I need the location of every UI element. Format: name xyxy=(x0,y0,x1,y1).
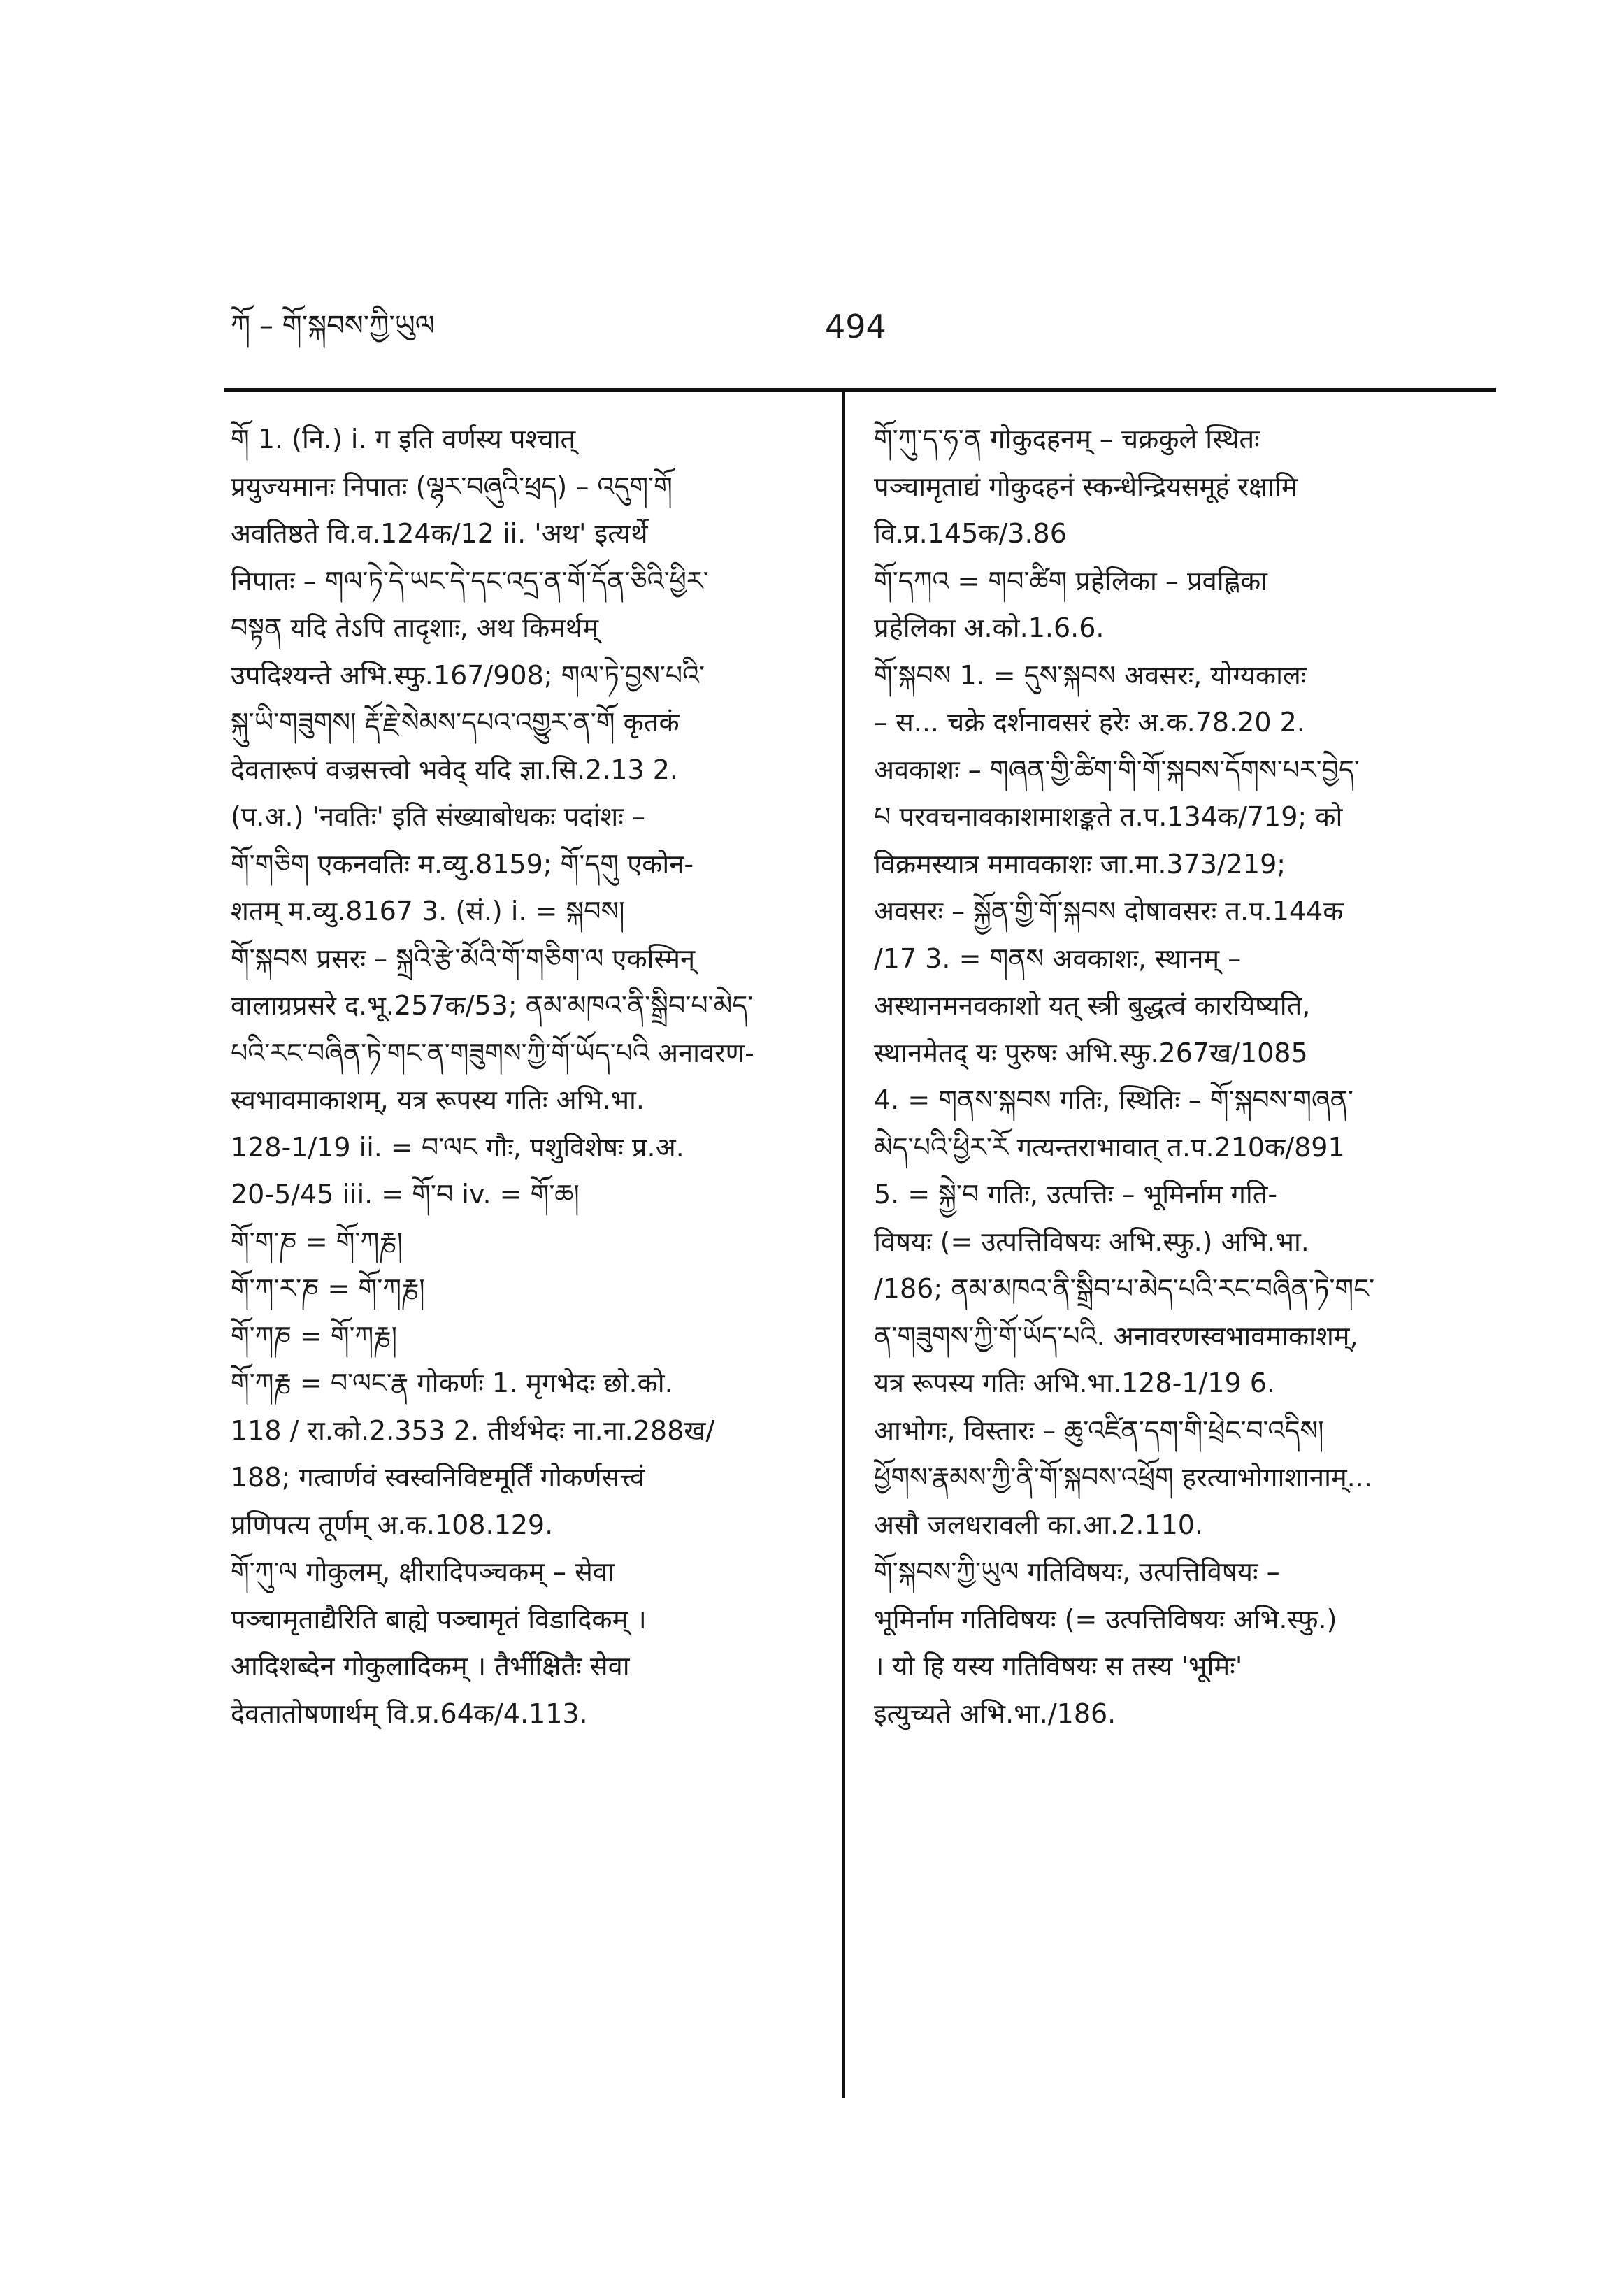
right-line: अवसरः – སྐྱོན་གྱི་གོ་སྐབས दोषावसरः त.प.144क xyxy=(874,896,1344,926)
right-line: མེད་པའི་ཕྱིར་རོ गत्यन्तराभावात् त.प.210क/891 xyxy=(874,1131,1345,1163)
right-line: 5. = སྐྱེ་བ गतिः, उत्पत्तिः – भूमिर्नाम गति- xyxy=(874,1179,1278,1210)
right-line: གོ་སྐབས་ཀྱི་ཡུལ गतिविषयः, उत्पत्तिविषयः – xyxy=(874,1556,1280,1587)
right-line: इत्युच्यते अभि.भा./186. xyxy=(874,1698,1116,1729)
right-line: असौ जलधरावली का.आ.2.110. xyxy=(874,1509,1204,1540)
left-line: གོ་ཀརྞ = བ་ལང་རྣ गोकर्णः 1. मृगभेदः छो.को. xyxy=(231,1368,673,1398)
left-line: གོ་ག་ཎ = གོ་ཀརྞ། xyxy=(231,1226,403,1257)
left-line: उपदिश्यन्ते अभि.स्फु.167/908; གལ་ཏེ་བྱས་པའི་ xyxy=(231,659,705,691)
right-line: अस्थानमनवकाशो यत् स्त्री बुद्धत्वं कारयिष्यति, xyxy=(874,990,1311,1021)
left-line: आदिशब्देन गोकुलादिकम् । तैर्भीक्षितैः सेवा xyxy=(231,1651,630,1682)
right-line: གོ་དཀའ = གབ་ཚིག प्रहेलिका – प्रवह्लिका xyxy=(874,565,1268,596)
left-line: पञ्चामृताद्यैरिति बाह्ये पञ्चामृतं विडादिकम् । xyxy=(231,1603,647,1635)
left-line: प्रणिपत्य तूर्णम् अ.क.108.129. xyxy=(231,1509,554,1540)
right-line: ན་གཟུགས་ཀྱི་གོ་ཡོད་པའི. अनावरणस्वभावमाकाशम्, xyxy=(874,1320,1358,1352)
right-line: वि.प्र.145क/3.86 xyxy=(874,518,1067,549)
column-divider xyxy=(842,392,845,2098)
right-line: གོ་ཀུ་ད་ཧ་ན गोकुदहनम् – चक्रकुले स्थितः xyxy=(874,424,1260,454)
left-line: निपातः – གལ་ཏེ་དེ་ཡང་དེ་དང་འདྲ་ན་གོ་དོན་ཅིའི་ཕྱིར་ xyxy=(231,565,709,596)
right-column xyxy=(874,416,1489,1737)
right-line: पञ्चामृताद्यं गोकुदहनं स्कन्धेन्द्रियसमूहं रक्षामि xyxy=(874,471,1298,502)
left-line: སྐུ་ཡི་གཟུགས། རྡོ་རྗེ་སེམས་དཔའ་འགྱུར་ན་གོ कृतकं xyxy=(231,707,680,738)
left-line: देवतारूपं वज्रसत्त्वो भवेद् यदि ज्ञा.सि.2.13 2. xyxy=(231,754,678,785)
left-line: वालाग्रप्रसरे द.भू.257क/53; ནམ་མཁའ་ནི་སྒྲིབ་པ་མེད་ xyxy=(231,990,754,1021)
top-rule xyxy=(224,388,1496,392)
right-line: གོ་སྐབས 1. = དུས་སྐབས अवसरः, योग्यकालः xyxy=(874,659,1307,691)
right-line: स्थानमेतद् यः पुरुषः अभि.स्फु.267ख/1085 xyxy=(874,1037,1308,1068)
right-line: यत्र रूपस्य गतिः अभि.भा.128-1/19 6. xyxy=(874,1368,1275,1398)
right-line: विषयः (= उत्पत्तिविषयः अभि.स्फु.) अभि.भा. xyxy=(874,1226,1309,1257)
right-line: । यो हि यस्य गतिविषयः स तस्य 'भूमिः' xyxy=(874,1651,1243,1682)
right-line: प्रहेलिका अ.को.1.6.6. xyxy=(874,612,1105,643)
right-line: ཕྱོགས་རྣམས་ཀྱི་ནི་གོ་སྐབས་འཕྲོག हरत्याभोगाशानाम्... xyxy=(874,1462,1372,1493)
right-line: भूमिर्नाम गतिविषयः (= उत्पत्तिविषयः अभि.स्फु.) xyxy=(874,1603,1337,1635)
left-line: གོ་ཀཎ = གོ་ཀརྞ། xyxy=(231,1320,398,1352)
left-column xyxy=(231,416,818,1737)
left-line: अवतिष्ठते वि.व.124क/12 ii. 'अथ' इत्यर्थे xyxy=(231,518,648,549)
left-line: शतम् म.व्यु.8167 3. (सं.) i. = སྐབས། xyxy=(231,896,625,926)
left-line: 188; गत्वार्णवं स्वस्वनिविष्टमूर्तिं गोकर्णसत्त्वं xyxy=(231,1462,645,1493)
right-line: /186; ནམ་མཁའ་ནི་སྒྲིབ་པ་མེད་པའི་རང་བཞིན་ཏེ་གང་ xyxy=(874,1273,1375,1304)
left-line: 20-5/45 iii. = གོ་བ iv. = གོ་ཆ། xyxy=(231,1179,580,1210)
left-line: གོ་ཀ་ར་ཎ = གོ་ཀརྞ། xyxy=(231,1273,425,1304)
left-line: གོ་ཀུ་ལ गोकुलम्, क्षीरादिपञ्चकम् – सेवा xyxy=(231,1556,615,1587)
left-line: གོ 1. (नि.) i. ग इति वर्णस्य पश्चात् xyxy=(231,424,576,454)
right-line: आभोगः, विस्तारः – ཆུ་འཛིན་དག་གི་ཕྲེང་བ་འདིས། xyxy=(874,1414,1324,1446)
page-number: 494 xyxy=(825,308,886,345)
left-line: देवतातोषणार्थम् वि.प्र.64क/4.113. xyxy=(231,1698,588,1729)
right-line: 4. = གནས་སྐབས गतिः, स्थितिः – གོ་སྐབས་གཞན་ xyxy=(874,1084,1353,1115)
left-line: གོ་གཅིག एकनवतिः म.व्यु.8159; གོ་དགུ एकोन- xyxy=(231,848,694,880)
left-line: པའི་རང་བཞིན་ཏེ་གང་ན་གཟུགས་ཀྱི་གོ་ཡོད་པའི अनावरण- xyxy=(231,1037,754,1068)
right-line: अवकाशः – གཞན་གྱི་ཚིག་གི་གོ་སྐབས་དོགས་པར་བྱེད་ xyxy=(874,754,1360,785)
left-line: प्रयुज्यमानः निपातः (ལྷར་བཞུའི་ཕྲད) – འདུག་གོ xyxy=(231,471,673,502)
right-line: /17 3. = གནས अवकाशः, स्थानम् – xyxy=(874,942,1242,974)
right-line: པ परवचनावकाशमाशङ्कते त.प.134क/719; को xyxy=(874,801,1343,832)
left-line: 118 / रा.को.2.353 2. तीर्थभेदः ना.ना.288ख/ xyxy=(231,1414,715,1446)
left-line: 128-1/19 ii. = བ་ལང गौः, पशुविशेषः प्र.अ. xyxy=(231,1131,684,1163)
right-line: – स... चक्रे दर्शनावसरं हरेः अ.क.78.20 2. xyxy=(874,707,1305,738)
left-line: བསྟན यदि तेऽपि तादृशाः, अथ किमर्थम् xyxy=(231,612,598,643)
left-line: གོ་སྐབས प्रसरः – སྐྲའི་རྩེ་མོའི་གོ་གཅིག་ལ एकस्मिन् xyxy=(231,942,696,974)
left-line: स्वभावमाकाशम्, यत्र रूपस्य गतिः अभि.भा. xyxy=(231,1084,645,1115)
running-head: ཀོ – གོ་སྐབས་ཀྱི་ཡུལ xyxy=(231,310,435,342)
right-line: विक्रमस्यात्र ममावकाशः जा.मा.373/219; xyxy=(874,848,1286,880)
left-line: (प.अ.) 'नवतिः' इति संख्याबोधकः पदांशः – xyxy=(231,801,645,832)
